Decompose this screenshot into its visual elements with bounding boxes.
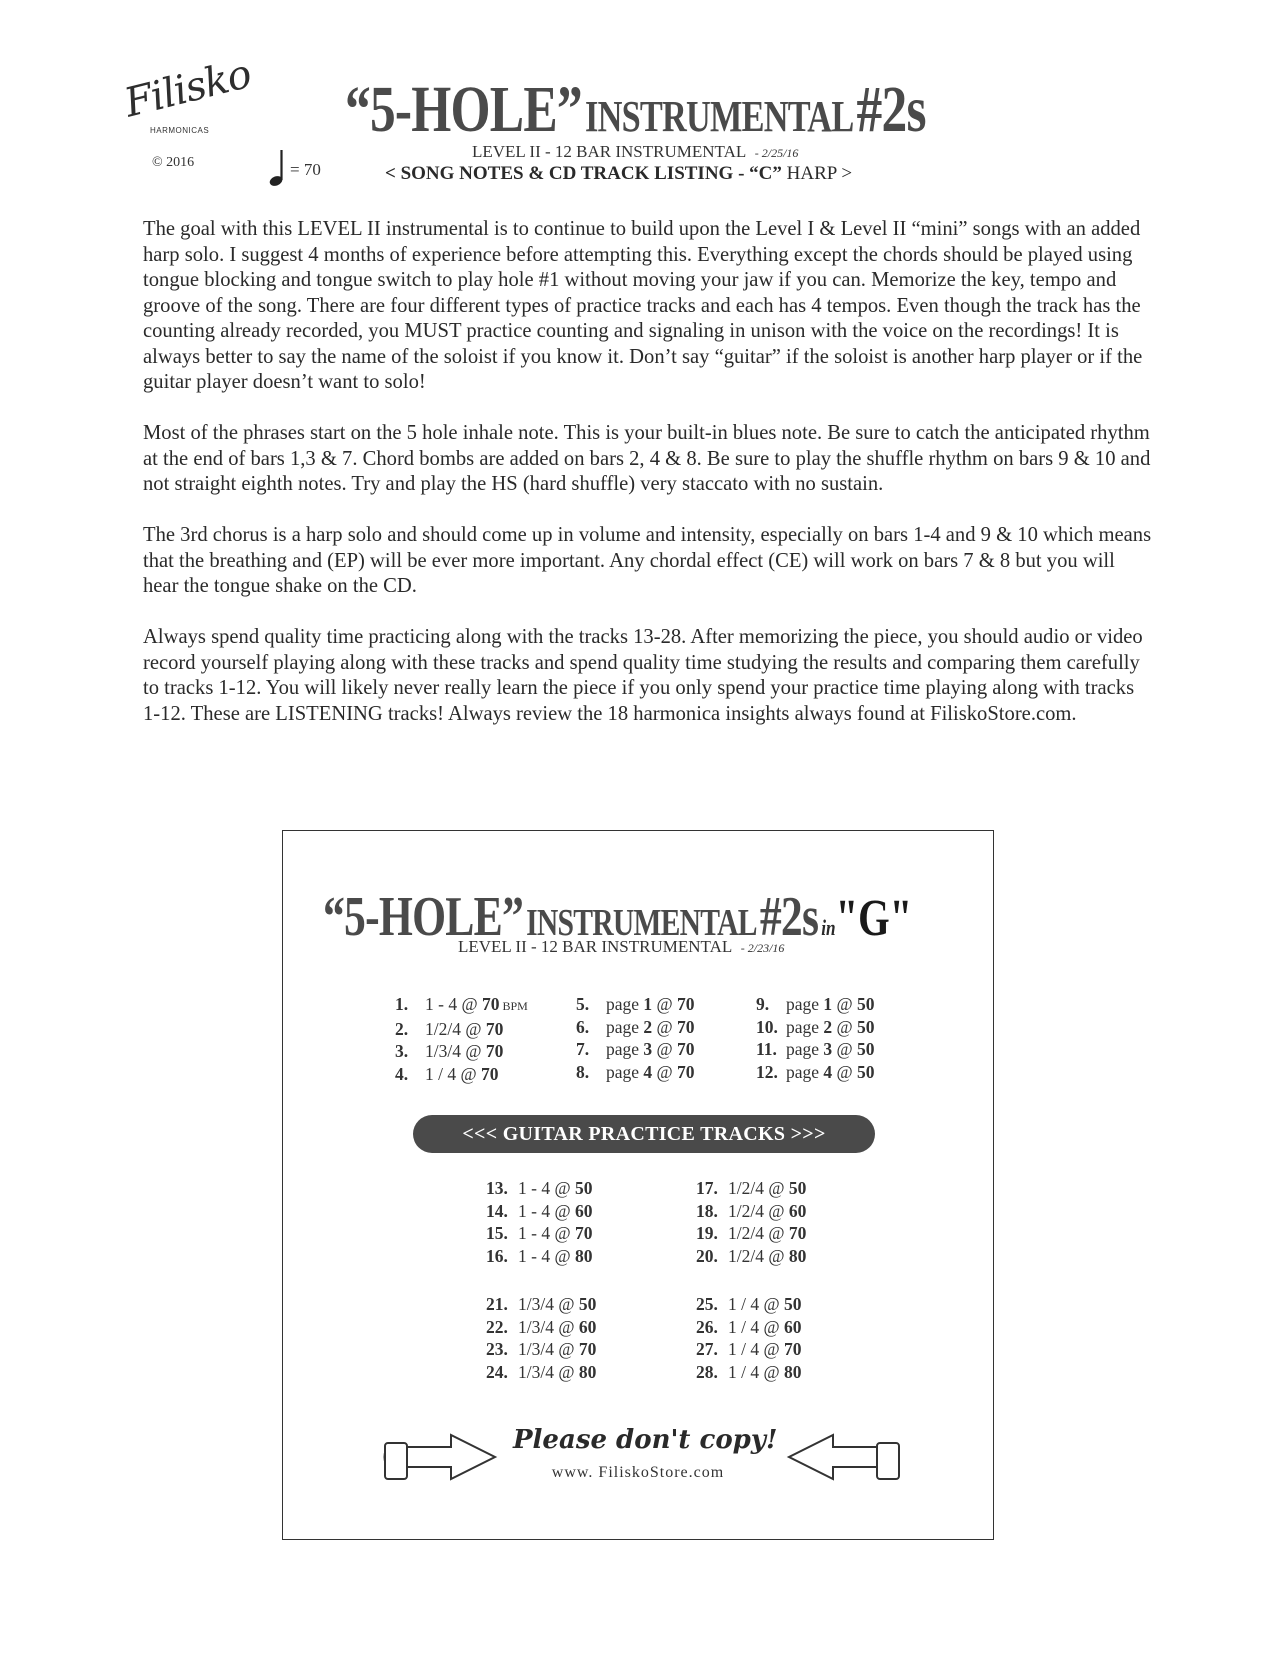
song-notes-body [143, 217, 1153, 753]
track-row: 18. 1/2/4 @ 60 [696, 1200, 807, 1221]
copyright-notice: © 2016 [152, 155, 195, 170]
track-listing-box [282, 830, 994, 1540]
store-url: www. FiliskoStore.com [551, 1464, 725, 1481]
tempo-value: = 70 [290, 160, 321, 179]
box-title-number: #2s [759, 886, 819, 948]
track-row: 13. 1 - 4 @ 50 [486, 1178, 593, 1198]
track-row: 19. 1/2/4 @ 70 [696, 1223, 807, 1243]
please-dont-copy-text: Please don't copy! [513, 1425, 778, 1455]
box-title-key: "G" [835, 890, 913, 947]
track-row: 28. 1 / 4 @ 80 [696, 1361, 802, 1382]
track-row: 9. page 1 @ 50 [756, 994, 875, 1014]
track-row: 12. page 4 @ 50 [756, 1061, 875, 1082]
song-notes-prefix: < SONG NOTES & CD TRACK LISTING - “C” [385, 163, 782, 184]
box-title-quote: “5-HOLE” [323, 886, 524, 948]
practice-track-column [486, 1293, 596, 1383]
track-row: 22. 1/3/4 @ 60 [486, 1316, 597, 1337]
paragraph-solo: The 3rd chorus is a harp solo and should come up in volume and intensity, especially on bars 1-4 and 9 & 10 which means that the breathing and (EP) will be ever more important. Any chordal effect (CE) will work on bars 7 & 8 but you will hear the tongue shake on the CD. [143, 524, 1152, 597]
title-instrumental: INSTRUMENTAL [585, 92, 854, 141]
box-level-text: LEVEL II - 12 BAR INSTRUMENTAL [458, 937, 733, 956]
title-quote: “5-HOLE” [345, 73, 582, 146]
track-row: 21. 1/3/4 @ 50 [486, 1294, 597, 1314]
track-row: 4. 1 / 4 @ 70 [395, 1063, 499, 1084]
level-date: - 2/25/16 [754, 146, 799, 160]
practice-track-column [486, 1177, 592, 1267]
track-row: 1. 1 - 4 @ 70 BPM [395, 994, 528, 1014]
track-row: 11. page 3 @ 50 [756, 1039, 875, 1059]
track-row: 25. 1 / 4 @ 50 [696, 1294, 802, 1314]
track-column [395, 993, 528, 1085]
quarter-note-icon [268, 148, 288, 188]
track-row: 15. 1 - 4 @ 70 [486, 1223, 593, 1243]
track-row: 17. 1/2/4 @ 50 [696, 1178, 807, 1198]
track-row: 7. page 3 @ 70 [576, 1039, 695, 1059]
logo-subtitle: HARMONICAS [150, 126, 210, 135]
track-row: 10. page 2 @ 50 [756, 1016, 875, 1037]
level-text: LEVEL II - 12 BAR INSTRUMENTAL [472, 142, 747, 161]
track-row: 23. 1/3/4 @ 70 [486, 1339, 597, 1359]
track-row: 8. page 4 @ 70 [576, 1061, 695, 1082]
track-row: 3. 1/3/4 @ 70 [395, 1041, 504, 1061]
title-number: #2s [856, 73, 926, 146]
song-notes-line [385, 163, 852, 185]
box-level-line [458, 937, 784, 957]
track-row: 26. 1 / 4 @ 60 [696, 1316, 802, 1337]
track-row: 5. page 1 @ 70 [576, 994, 695, 1014]
paragraph-goal: The goal with this LEVEL II instrumental is to continue to build upon the Level I & Level II “mini” songs with an added harp solo. I suggest 4 months of experience before attempting this. Everything except the chords should be played using tongue blocking and tongue switch to play hole #1 without moving your jaw if you can. Memorize the key, tempo and groove of the song. There are four different types of practice tracks and each has 4 tempos. Even though the track has the counting already recorded, you MUST practice counting and signaling in unison with the voice on the recordings! It is always better to say the name of the soloist if you know it. Don’t say “guitar” if the soloist is another harp player or if the guitar player doesn’t want to solo! [143, 218, 1143, 393]
song-notes-suffix: HARP > [786, 163, 853, 184]
logo-script: Filisko [120, 51, 256, 127]
track-row: 6. page 2 @ 70 [576, 1016, 695, 1037]
box-title-in: in [821, 915, 836, 940]
track-column [756, 993, 875, 1083]
practice-track-column [696, 1293, 801, 1383]
track-column [576, 993, 695, 1083]
track-row: 16. 1 - 4 @ 80 [486, 1245, 593, 1266]
box-level-date: - 2/23/16 [740, 941, 785, 955]
guitar-practice-tracks-banner: <<< GUITAR PRACTICE TRACKS >>> [413, 1115, 875, 1153]
page-title [345, 72, 926, 148]
box-title-instrumental: INSTRUMENTAL [526, 902, 757, 944]
paragraph-practice: Always spend quality time practicing along with the tracks 13-28. After memorizing the piece, you should audio or video record yourself playing along with these tracks and spend quality time studying the results and comparing them carefully to tracks 1-12. You will likely never really learn the piece if you only spend your practice time playing along with tracks 1-12. These are LISTENING tracks! Always review the 18 harmonica insights always found at FiliskoStore.com. [143, 626, 1143, 725]
track-row: 24. 1/3/4 @ 80 [486, 1361, 597, 1382]
track-row: 27. 1 / 4 @ 70 [696, 1339, 802, 1359]
paragraph-phrases: Most of the phrases start on the 5 hole inhale note. This is your built-in blues note. Be sure to catch the anticipated rhythm at the end of bars 1,3 & 7. Chord bombs are added on bars 2, 4 & 8. Be sure to play the shuffle rhythm on bars 9 & 10 and not straight eighth notes. Try and play the HS (hard shuffle) very staccato with no sustain. [143, 422, 1151, 495]
track-row: 2. 1/2/4 @ 70 [395, 1018, 504, 1039]
practice-track-column [696, 1177, 806, 1267]
level-line [472, 142, 798, 162]
track-row: 20. 1/2/4 @ 80 [696, 1245, 807, 1266]
track-row: 14. 1 - 4 @ 60 [486, 1200, 593, 1221]
